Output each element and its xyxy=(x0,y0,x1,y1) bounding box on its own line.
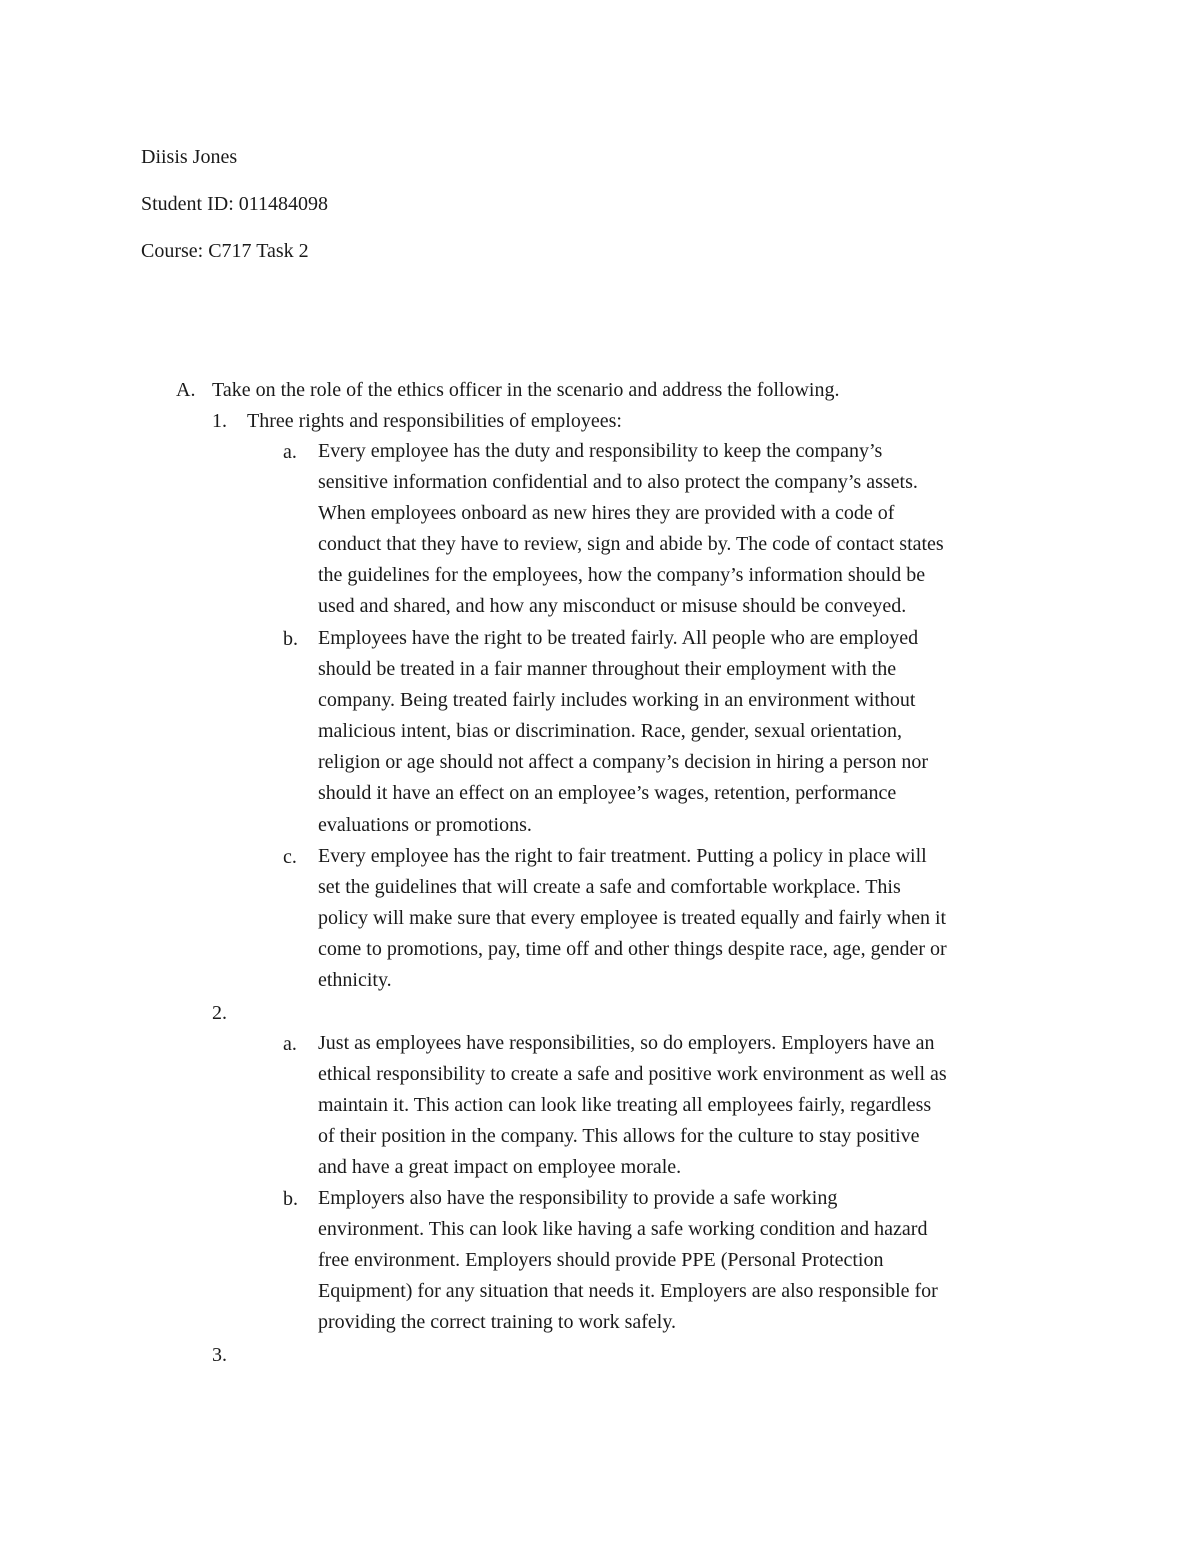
student-name: Diisis Jones xyxy=(141,146,238,168)
paragraph-line: free environment. Employers should provide PPE (Personal Protection xyxy=(318,1249,884,1272)
item-1a-paragraph xyxy=(318,436,944,623)
paragraph-line: used and shared, and how any misconduct or misuse should be conveyed. xyxy=(318,595,907,618)
paragraph-line: maintain it. This action can look like treating all employees fairly, regardless xyxy=(318,1094,932,1117)
paragraph-line: come to promotions, pay, time off and other things despite race, age, gender or xyxy=(318,938,947,961)
section-a-marker: A. xyxy=(176,379,196,401)
paragraph-line: conduct that they have to review, sign and abide by. The code of contact states xyxy=(318,533,944,556)
paragraph-line: providing the correct training to work safely. xyxy=(318,1311,677,1334)
paragraph-line: evaluations or promotions. xyxy=(318,813,532,836)
item-2a-marker: a. xyxy=(283,1033,297,1055)
item-1-marker: 1. xyxy=(212,410,227,432)
course-label: Course: C717 Task 2 xyxy=(141,240,309,262)
paragraph-line: ethical responsibility to create a safe and positive work environment as well as xyxy=(318,1063,947,1086)
paragraph-line: Employees have the right to be treated fairly. All people who are employed xyxy=(318,627,919,649)
paragraph-line: When employees onboard as new hires they are provided with a code of xyxy=(318,502,895,525)
item-1a-marker: a. xyxy=(283,441,297,463)
item-1b-paragraph xyxy=(318,623,928,841)
item-2b-marker: b. xyxy=(283,1188,298,1210)
item-1b-marker: b. xyxy=(283,628,298,650)
paragraph-line: Every employee has the duty and responsibility to keep the company’s xyxy=(318,440,883,462)
item-2-marker: 2. xyxy=(212,1002,227,1024)
item-2b-paragraph xyxy=(318,1183,938,1338)
paragraph-line: should it have an effect on an employee’s wages, retention, performance xyxy=(318,782,897,805)
item-1-text: Three rights and responsibilities of employees: xyxy=(247,410,622,432)
paragraph-line: Equipment) for any situation that needs it. Employers are also responsible for xyxy=(318,1280,938,1303)
paragraph-line: malicious intent, bias or discrimination. Race, gender, sexual orientation, xyxy=(318,720,903,743)
paragraph-line: sensitive information confidential and to also protect the company’s assets. xyxy=(318,471,918,494)
paragraph-line: Employers also have the responsibility to provide a safe working xyxy=(318,1187,838,1209)
item-1c-paragraph xyxy=(318,841,947,996)
section-a-text: Take on the role of the ethics officer in the scenario and address the following. xyxy=(212,379,840,401)
student-id: Student ID: 011484098 xyxy=(141,193,329,215)
paragraph-line: Every employee has the right to fair treatment. Putting a policy in place will xyxy=(318,845,927,867)
paragraph-line: policy will make sure that every employee is treated equally and fairly when it xyxy=(318,907,947,930)
paragraph-line: set the guidelines that will create a safe and comfortable workplace. This xyxy=(318,876,901,899)
paragraph-line: and have a great impact on employee morale. xyxy=(318,1156,682,1179)
paragraph-line: should be treated in a fair manner throughout their employment with the xyxy=(318,658,897,681)
paragraph-line: the guidelines for the employees, how the company’s information should be xyxy=(318,564,926,587)
paragraph-line: ethnicity. xyxy=(318,969,392,992)
item-1c-marker: c. xyxy=(283,846,297,868)
paragraph-line: Just as employees have responsibilities, so do employers. Employers have an xyxy=(318,1032,935,1054)
item-3-marker: 3. xyxy=(212,1344,227,1366)
paragraph-line: environment. This can look like having a safe working condition and hazard xyxy=(318,1218,928,1241)
paragraph-line: of their position in the company. This allows for the culture to stay positive xyxy=(318,1125,920,1148)
paragraph-line: company. Being treated fairly includes working in an environment without xyxy=(318,689,916,712)
item-2a-paragraph xyxy=(318,1028,947,1183)
paragraph-line: religion or age should not affect a company’s decision in hiring a person nor xyxy=(318,751,929,774)
